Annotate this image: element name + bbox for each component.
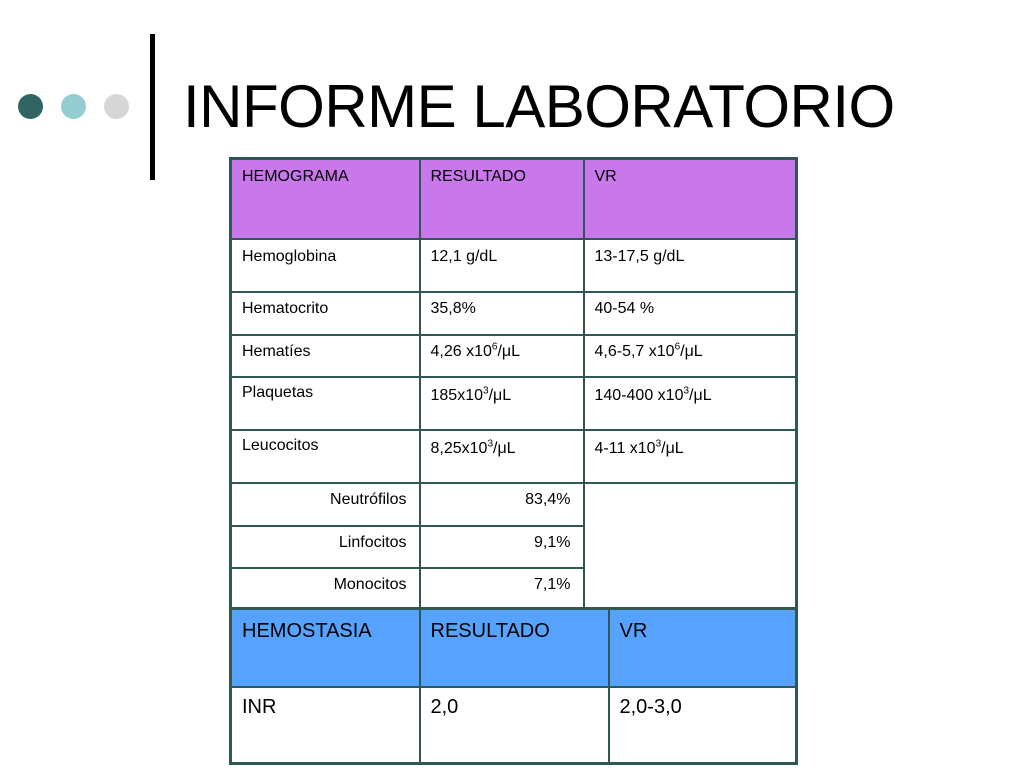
test-name: Hemoglobina (231, 239, 420, 292)
table-row (231, 335, 797, 377)
page-title: INFORME LABORATORIO (183, 73, 895, 140)
table-row (231, 377, 797, 430)
hemograma-table (229, 157, 798, 612)
leukocyte-subtype: Linfocitos (231, 526, 420, 568)
test-name: Plaquetas (231, 377, 420, 430)
reference-value: 140-400 $x10^3/\mu L$ (584, 377, 797, 430)
decorative-dot-grey (104, 94, 129, 119)
test-result: 35,8% (420, 292, 584, 335)
leukocyte-subtype: Monocitos (231, 568, 420, 610)
column-header: HEMOSTASIA (231, 609, 420, 688)
test-result: 7,1% (420, 568, 584, 610)
leukocyte-subtype: Neutrófilos (231, 483, 420, 526)
hemostasia-table (229, 607, 798, 765)
table-row (231, 292, 797, 335)
table-header-row (231, 159, 797, 240)
test-result: 2,0 (420, 687, 609, 764)
reference-value: 13-17,5 g/dL (584, 239, 797, 292)
table-row (231, 430, 797, 483)
table-row (231, 687, 797, 764)
decorative-dot-dark (18, 94, 43, 119)
reference-value: 4,6-5,7 $x10^6/\mu L$ (584, 335, 797, 377)
table-header-row (231, 609, 797, 688)
column-header: VR (609, 609, 797, 688)
title-divider-line (150, 34, 155, 180)
test-name: Leucocitos (231, 430, 420, 483)
column-header: RESULTADO (420, 159, 584, 240)
empty-reference-cell (584, 483, 797, 610)
table-row (231, 239, 797, 292)
column-header: RESULTADO (420, 609, 609, 688)
reference-value: 2,0-3,0 (609, 687, 797, 764)
decorative-dot-light (61, 94, 86, 119)
test-result: 9,1% (420, 526, 584, 568)
test-name: Hematíes (231, 335, 420, 377)
column-header: VR (584, 159, 797, 240)
test-result: 4,26 $x10^6/\mu L$ (420, 335, 584, 377)
reference-value: 40-54 % (584, 292, 797, 335)
test-result: $8,25x10^3/\mu L$ (420, 430, 584, 483)
test-name: INR (231, 687, 420, 764)
table-row (231, 483, 797, 526)
test-result: 12,1 g/dL (420, 239, 584, 292)
column-header: HEMOGRAMA (231, 159, 420, 240)
test-name: Hematocrito (231, 292, 420, 335)
reference-value: 4-11 $x10^3/\mu L$ (584, 430, 797, 483)
test-result: 83,4% (420, 483, 584, 526)
test-result: $185x10^3/\mu L$ (420, 377, 584, 430)
